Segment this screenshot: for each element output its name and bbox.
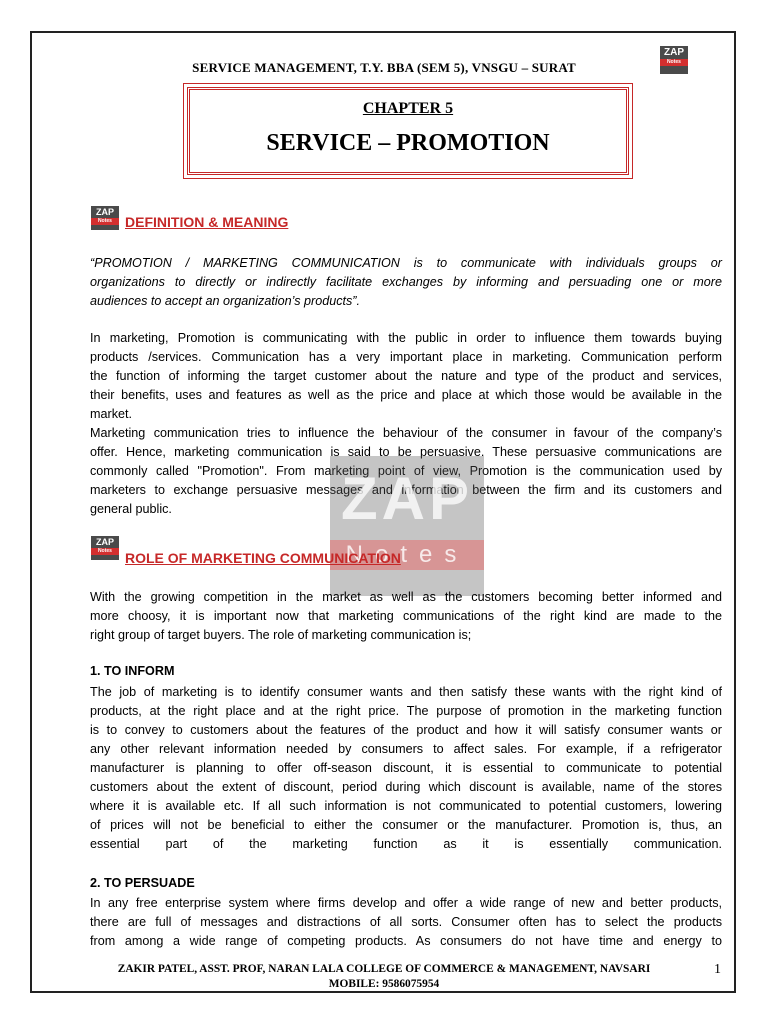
page-number: 1	[714, 962, 721, 977]
section-heading-definition: DEFINITION & MEANING	[125, 214, 289, 230]
chapter-title-box	[187, 87, 629, 175]
course-header: SERVICE MANAGEMENT, T.Y. BBA (SEM 5), VNSGU – SURAT	[192, 60, 576, 75]
zap-notes-logo: ZAP Notes	[660, 46, 688, 74]
meaning-paragraph: In marketing, Promotion is communicating with the public in order to influence them towards buying products /services. Communication has a very important place in marketing. Communication perform the function of informing the target customer about the nature and type of the product and services, their benefits, uses and features as well as the price and place at which those would be available in the market. Marketing communication tries to influence the behaviour of the consumer in favour of the company’s offer. Hence, marketing communication is said to be persuasive. These persuasive communications are commonly called "Promotion". From marketing point of view, Promotion is the communication used by marketers to exchange persuasive messages and information between the firm and its customers and general public.	[90, 331, 722, 516]
role-intro-paragraph: With the growing competition in the market as well as the customers becoming better informed and more choosy, it is important now that marketing communications of the right kind are made to the right group of target buyers. The role of marketing communication is;	[90, 590, 722, 642]
footer-author: ZAKIR PATEL, ASST. PROF, NARAN LALA COLLEGE OF COMMERCE & MANAGEMENT, NAVSARI	[117, 963, 651, 975]
section-heading-role: ROLE OF MARKETING COMMUNICATION	[125, 550, 401, 566]
chapter-title: SERVICE – PROMOTION	[266, 130, 550, 156]
point-heading-persuade: 2. TO PERSUADE	[90, 876, 195, 890]
inform-paragraph: The job of marketing is to identify consumer wants and then satisfy these wants with the right kind of products, at the right place and at the right price. The purpose of promotion in the marketing function is to convey to customers about the features of the product and how it will satisfy consumer wants or any other relevant information needed by consumers to affect sales. For example, if a refrigerator manufacturer is planning to offer off-season discount, it is essential to communicate to potential customers about the extent of discount, period during which discount is available, name of the stores where it is available etc. If all such information is not communicated to potential customers, lowering of prices will not be beneficial to either the consumer or the manufacturer. Promotion is, thus, an essential part of the marketing function as it is essentially communication.	[90, 685, 722, 851]
zap-notes-logo: ZAP Notes	[91, 536, 119, 560]
point-heading-inform: 1. TO INFORM	[90, 664, 175, 678]
chapter-number: CHAPTER 5	[362, 100, 454, 117]
footer-mobile: MOBILE: 9586075954	[328, 978, 440, 990]
definition-paragraph: “PROMOTION / MARKETING COMMUNICATION is to communicate with individuals groups or organizations to directly or indirectly facilitate exchanges by informing and persuading one or more audiences to accept an organization’s products”.	[90, 256, 722, 308]
persuade-paragraph: In any free enterprise system where firms develop and offer a wide range of new and better products, there are full of messages and distractions of all sorts. Consumer often has to select the products from among a wide range of competing products. As consumers do not have time and energy to	[90, 896, 722, 948]
zap-notes-logo: ZAP Notes	[91, 206, 119, 230]
zap-notes-watermark: ZAP Notes	[330, 456, 484, 596]
